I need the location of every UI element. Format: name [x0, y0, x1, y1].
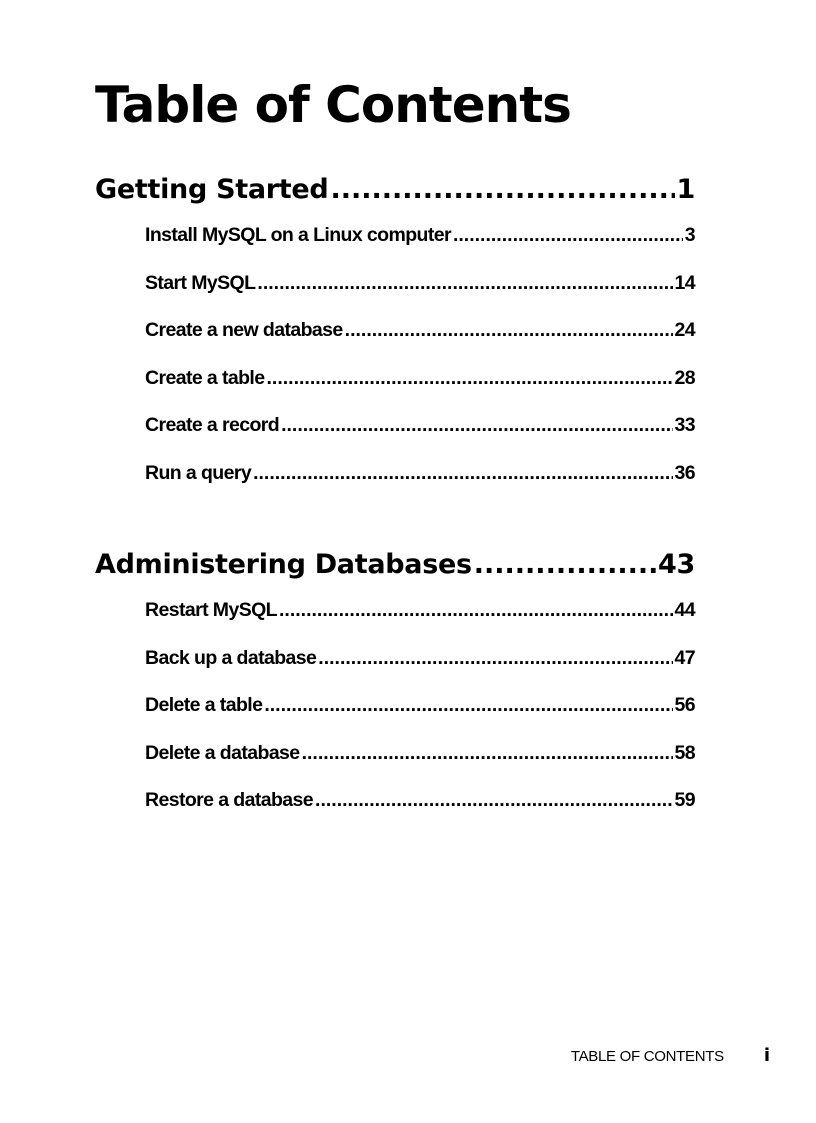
dot-leader — [267, 367, 673, 390]
toc-page-number: 28 — [674, 366, 695, 389]
dot-leader — [453, 224, 683, 247]
toc-entry[interactable] — [145, 367, 695, 415]
toc-entry-label: Run a query — [145, 461, 252, 484]
toc-page-number: 3 — [684, 224, 695, 246]
toc-page-number: 47 — [674, 646, 695, 669]
toc-entry[interactable] — [145, 789, 695, 837]
toc-entry-label: Restore a database — [145, 789, 314, 811]
toc-entry[interactable] — [145, 224, 695, 272]
dot-leader — [279, 599, 673, 622]
toc-entry-label: Create a table — [145, 366, 265, 389]
dot-leader — [330, 174, 674, 205]
page-footer — [571, 1045, 770, 1066]
toc-page-number: 1 — [676, 174, 695, 205]
toc-entry-label: Create a new database — [145, 319, 343, 341]
toc-section-getting-started — [95, 174, 695, 509]
toc-entry-label: Delete a database — [145, 741, 300, 764]
toc-page-number: 36 — [674, 461, 695, 484]
footer-page-number: i — [763, 1045, 770, 1066]
dot-leader — [264, 694, 672, 717]
dot-leader — [281, 414, 672, 437]
toc-page-number: 14 — [674, 271, 695, 294]
toc-entry[interactable] — [145, 694, 695, 742]
toc-entry[interactable] — [145, 742, 695, 790]
toc-entry-label: Create a record — [145, 414, 280, 436]
toc-heading-label: Administering Databases — [95, 549, 472, 580]
toc-entry-label: Start MySQL — [145, 271, 256, 294]
dot-leader — [315, 789, 672, 812]
toc-entry-label: Install MySQL on a Linux computer — [145, 224, 451, 246]
toc-page-number: 44 — [674, 599, 695, 621]
toc-page-number: 43 — [658, 549, 695, 580]
toc-section-heading[interactable] — [95, 174, 695, 220]
toc-entry[interactable] — [145, 414, 695, 462]
toc-heading-label: Getting Started — [95, 174, 329, 205]
toc-entry-label: Back up a database — [145, 646, 317, 669]
toc-entry[interactable] — [145, 272, 695, 320]
toc-entry-label: Delete a table — [145, 694, 263, 716]
dot-leader — [253, 462, 672, 485]
toc-entry[interactable] — [145, 319, 695, 367]
toc-entry[interactable] — [145, 599, 695, 647]
toc-entry-label: Restart MySQL — [145, 599, 277, 621]
running-footer-label: TABLE OF CONTENTS — [570, 1048, 724, 1065]
toc-page-number: 56 — [674, 694, 695, 716]
toc-page-number: 33 — [674, 414, 695, 436]
dot-leader — [345, 319, 673, 342]
dot-leader — [474, 549, 656, 580]
toc-page-number: 24 — [674, 319, 695, 341]
toc-section-administering-databases — [95, 549, 695, 837]
toc-page-number: 58 — [674, 741, 695, 764]
dot-leader — [318, 647, 672, 670]
toc-page-number: 59 — [674, 789, 695, 811]
dot-leader — [302, 742, 673, 765]
toc-section-heading[interactable] — [95, 549, 695, 595]
dot-leader — [257, 272, 672, 295]
toc-entry[interactable] — [145, 462, 695, 510]
page-title: Table of Contents — [95, 76, 571, 134]
toc-entry[interactable] — [145, 647, 695, 695]
